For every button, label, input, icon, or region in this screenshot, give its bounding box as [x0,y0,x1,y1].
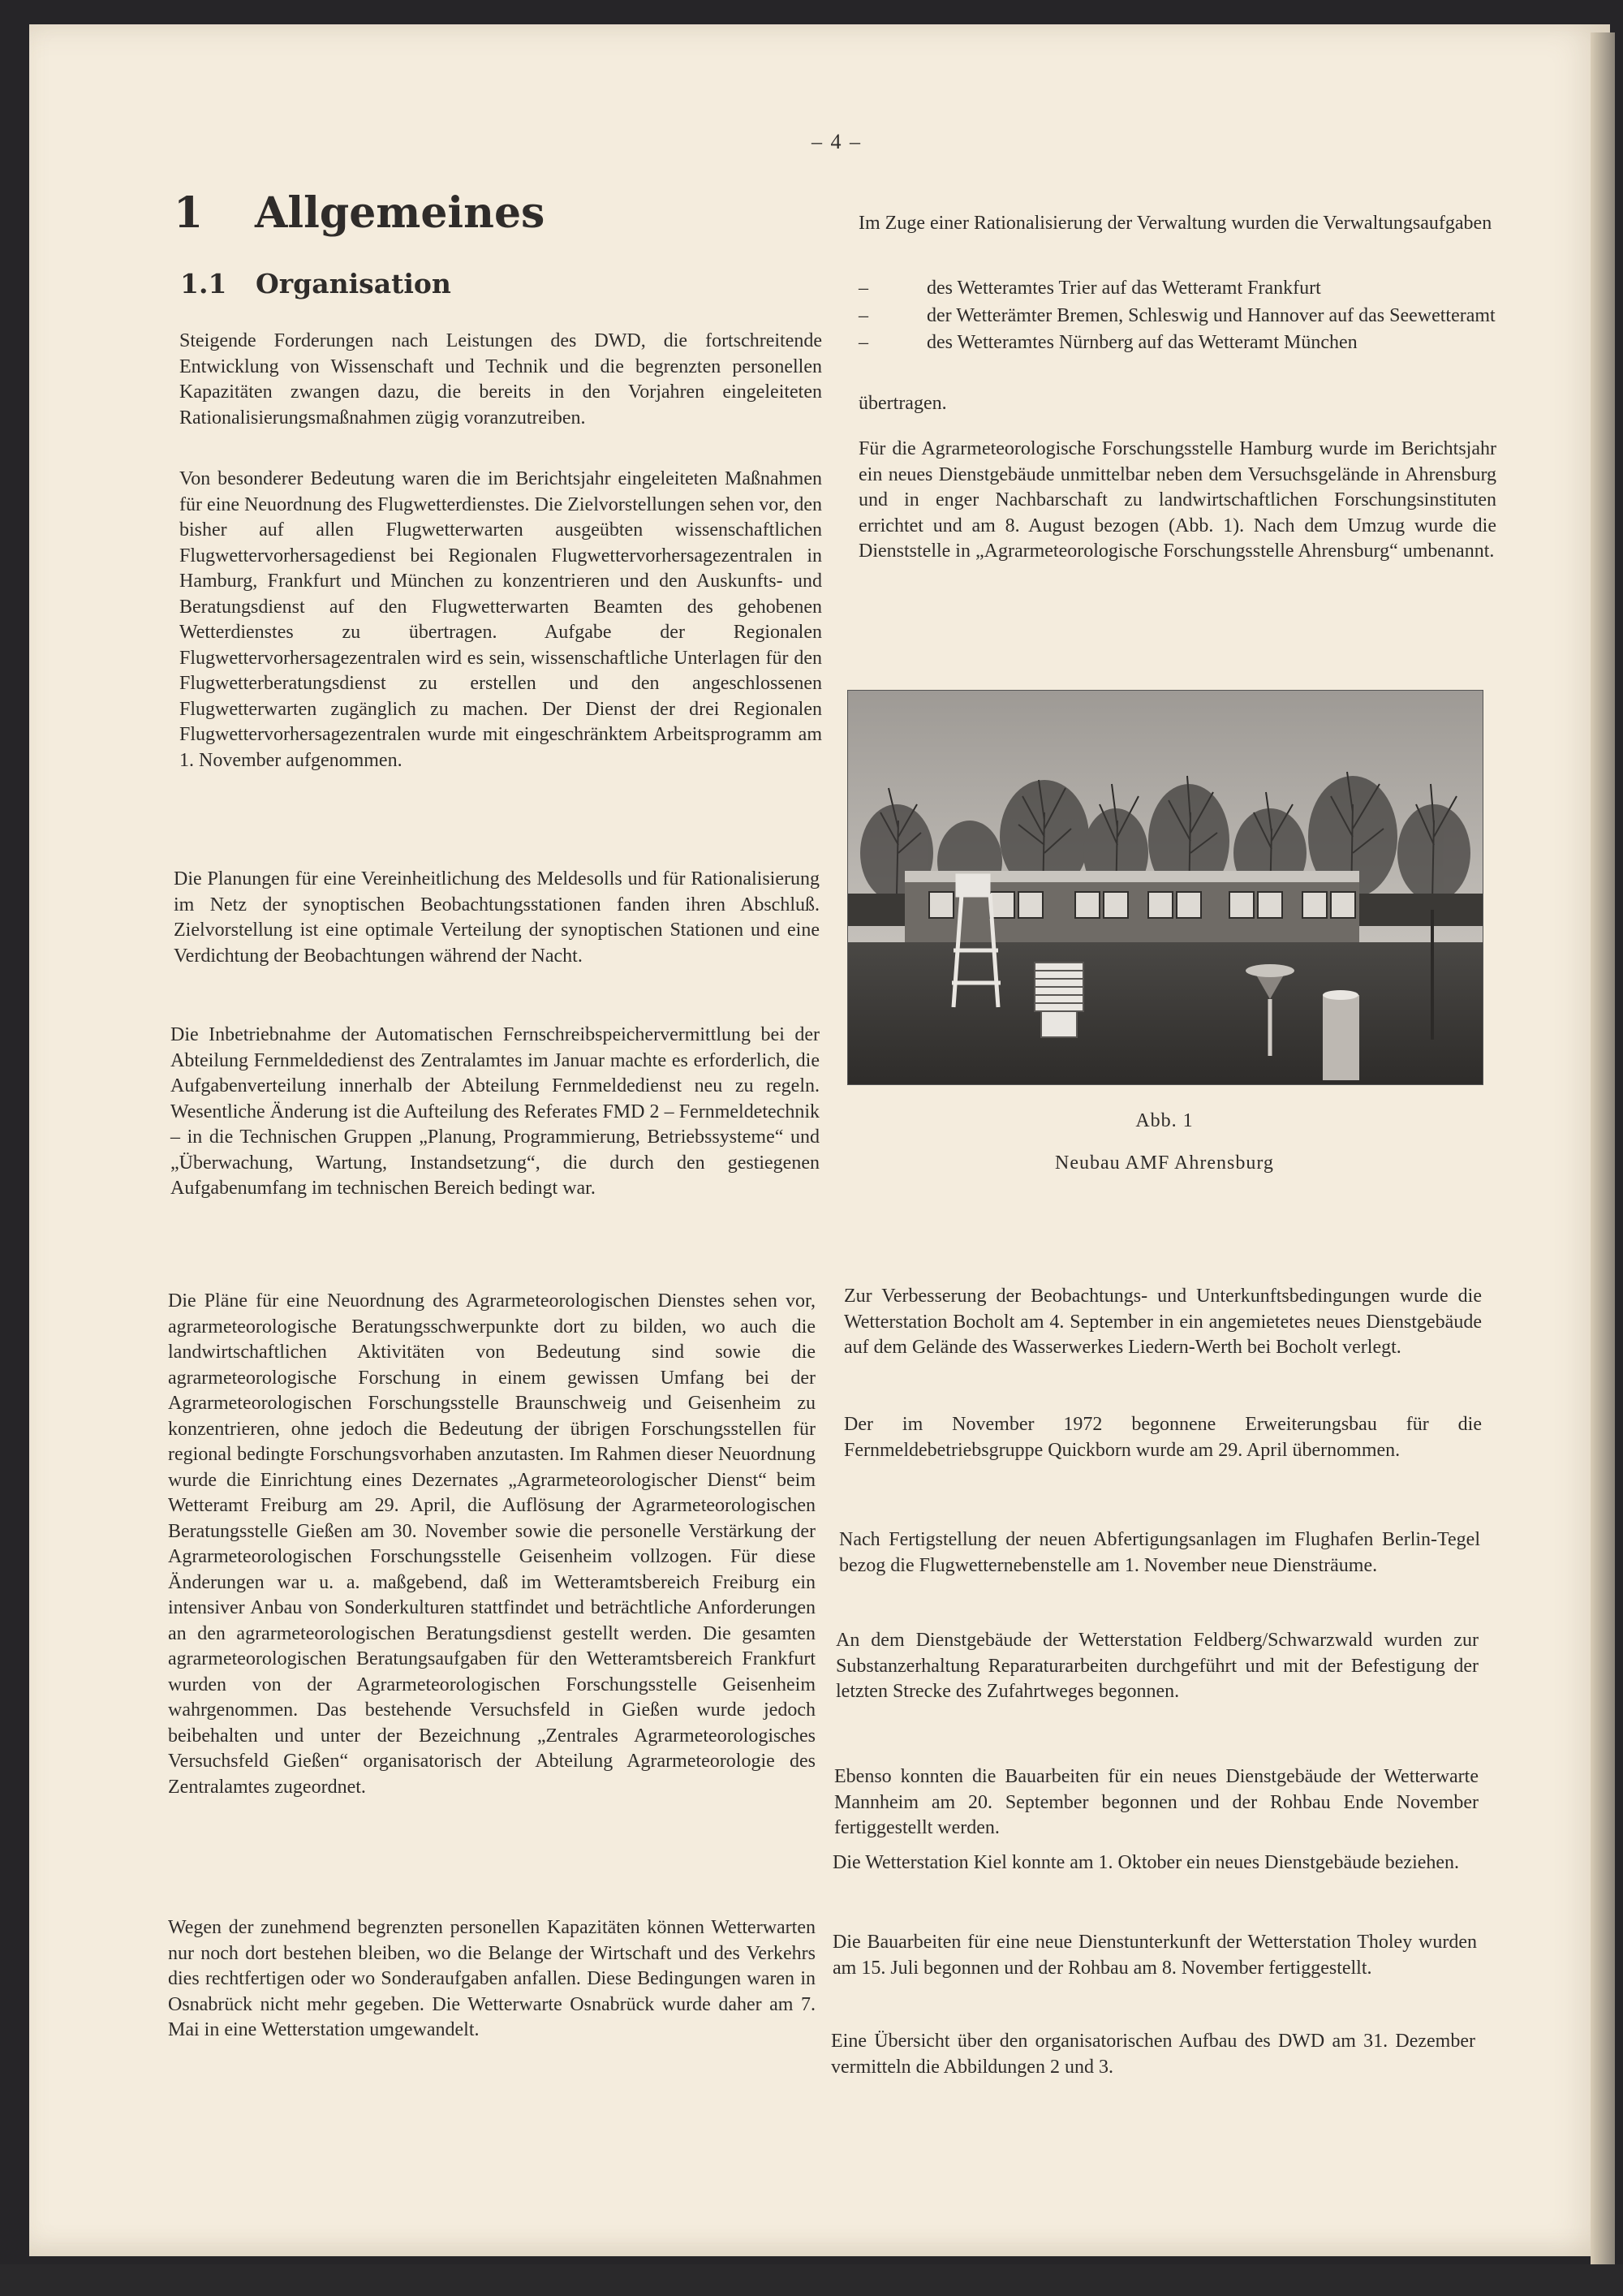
figure-caption: Neubau AMF Ahrensburg [1055,1152,1274,1174]
list-dash: – [859,304,868,326]
paragraph: Der im November 1972 begonnene Erweiterungsbau für die Fernmeldebetriebsgruppe Quickborn wurde am 29. April übernommen. [844,1414,1482,1461]
paragraph: Im Zuge einer Rationalisierung der Verwaltung wurden die Verwaltungsaufgaben [859,213,1492,234]
section-title: Allgemeines [255,188,545,238]
paragraph: Ebenso konnten die Bauarbeiten für ein neues Dienstgebäude der Wetterwarte Mannheim am 20. September begonnen und der Rohbau Ende November fertiggestellt werden. [834,1766,1479,1838]
list-dash: – [859,278,868,299]
paragraph: Steigende Forderungen nach Leistungen des DWD, die fortschreitende Entwicklung von Wissenschaft und Technik und die begrenzten personellen Kapazitäten zwangen dazu, die bereits in den Vorjahren eingeleiteten Rationalisierungsmaßnahmen zügig voranzutreiben. [179,330,822,429]
paragraph: An dem Dienstgebäude der Wetterstation Feldberg/Schwarzwald wurden zur Substanzerhaltung Reparaturarbeiten durchgeführt und mit der Befestigung der letzten Strecke des Zufahrtweges begonnen. [836,1630,1479,1702]
paragraph: Die Planungen für eine Vereinheitlichung des Meldesolls und für Rationalisierung im Netz der synoptischen Beobachtungsstationen fanden ihren Abschluß. Zielvorstellung ist eine optimale Verteilung der synoptischen Stationen und eine Verdichtung der Beobachtungen während der Nacht. [174,868,820,967]
page-edge [1591,32,1615,2264]
paragraph: Für die Agrarmeteorologische Forschungsstelle Hamburg wurde im Berichtsjahr ein neues Dienstgebäude unmittelbar neben dem Versuchsgelände in Ahrensburg und in enger Nachbarschaft zu landwirtschaftlichen Forschungsinstituten errichtet und am 8. August bezogen (Abb. 1). Nach dem Umzug wurde die Dienststelle in „Agrarmeteorologische Forschungsstelle Ahrensburg“ umbenannt. [859,438,1496,562]
weather-screen [1035,963,1083,1037]
list-item: – der Wetterämter Bremen, Schleswig und Hannover auf das Seewetteramt [859,304,1496,330]
gauge-cylinder [1323,990,1359,1080]
transfer-list [859,276,1496,358]
list-item: – des Wetteramtes Nürnberg auf das Wetteramt München [859,330,1496,356]
paragraph: Eine Übersicht über den organisatorischen Aufbau des DWD am 31. Dezember vermitteln die Abbildungen 2 und 3. [831,2031,1475,2078]
paragraph: Wegen der zunehmend begrenzten personellen Kapazitäten können Wetterwarten nur noch dort bestehen bleiben, wo die Belange der Wirtschaft und des Verkehrs dies rechtfertigen oder wo Sonderaufgaben anfallen. Diese Bedingungen waren in Osnabrück nicht mehr gegeben. Die Wetterwarte Osnabrück wurde daher am 7. Mai in eine Wetterstation umgewandelt. [168,1917,816,2040]
section-heading [174,188,545,238]
paragraph: Die Pläne für eine Neuordnung des Agrarmeteorologischen Dienstes sehen vor, agrarmeteorologische Beratungsschwerpunkte dort zu bilden, wo auch die landwirtschaftlichen Aktivitäten von Bedeutung sind sowie die agrarmeteorologische Forschung in einem gewissen Umfang bei der Agrarmeteorologischen Forschungsstelle Braunschweig und Geisenheim zu konzentrieren, ohne jedoch die Bedeutung der übrigen Forschungsstellen für regional bedingte Forschungsvorhaben anzutasten. Im Rahmen dieser Neuordnung wurde die Einrichtung eines Dezernates „Agrarmeteorologischer Dienst“ beim Wetteramt Freiburg am 29. April, die Auflösung der Agrarmeteorologischen Beratungsstelle Gießen am 30. November sowie die personelle Verstärkung der Agrarmeteorologischen Forschungsstelle Geisenheim vollzogen. Für diese Änderungen war u. a. maßgebend, daß im Wetteramtsbereich Freiburg ein intensiver Anbau von Sonderkulturen stattfindet und beträchtliche Anforderungen an den agrarmeteorologischen Beratungsdienst gestellt werden. Die gesamten agrarmeteorologischen Beratungsaufgaben für den Wetteramtsbereich Frankfurt wurden von der Agrarmeteorologischen Forschungsstelle Geisenheim wahrgenommen. Das bestehende Versuchsfeld in Gießen wurde jedoch beibehalten und unter der Bezeichnung „Zentrales Agrarmeteorologisches Versuchsfeld Gießen“ organisatorisch der Abteilung Agrarmeteorologie des Zentralamtes zugeordnet. [168,1290,816,1798]
subsection-heading [180,268,451,299]
subsection-number: 1.1 [180,268,227,299]
page-number: – 4 – [812,130,862,153]
paragraph: Von besonderer Bedeutung waren die im Berichtsjahr eingeleiteten Maßnahmen für eine Neuordnung des Flugwetterdienstes. Die Zielvorstellungen sehen vor, den bisher auf allen Flugwetterwarten ausgeübten wissenschaftlichen Flugwettervorhersagedienst bei Regionalen Flugwettervorhersagezentralen in Hamburg, Frankfurt und München zu konzentrieren und den Auskunfts- und Beratungsdienst auf den Flugwetterwarten Beamten des gehobenen Wetterdienstes zu übertragen. Aufgabe der Regionalen Flugwettervorhersagezentralen wird es sein, wissenschaftliche Unterlagen für den Flugwetterberatungsdienst zu erstellen und den angeschlossenen Flugwetterwarten zugänglich zu machen. Der Dienst der drei Regionalen Flugwettervorhersagezentralen wurde mit eingeschränktem Arbeitsprogramm am 1. November aufgenommen. [179,468,822,771]
list-item: – des Wetteramtes Trier auf das Wetteramt Frankfurt [859,276,1496,302]
paragraph: übertragen. [859,393,947,414]
paragraph: Die Wetterstation Kiel konnte am 1. Oktober ein neues Dienstgebäude beziehen. [833,1852,1460,1873]
paragraph: Nach Fertigstellung der neuen Abfertigungsanlagen im Flughafen Berlin-Tegel bezog die Flugwetternebenstelle am 1. November neue Diensträume. [839,1529,1480,1576]
subsection-title: Organisation [256,268,451,299]
list-dash: – [859,332,868,353]
section-number: 1 [174,188,204,238]
figure-label: Abb. 1 [1135,1110,1194,1131]
scan-bottom-band [0,2264,1623,2296]
paragraph: Die Bauarbeiten für eine neue Dienstunterkunft der Wetterstation Tholey wurden am 15. Juli begonnen und der Rohbau am 8. November fertiggestellt. [833,1932,1477,1979]
paragraph: Zur Verbesserung der Beobachtungs- und Unterkunftsbedingungen wurde die Wetterstation Bocholt am 4. September in ein angemietetes neues Dienstgebäude auf dem Gelände des Wasserwerkes Liedern-Werth bei Bocholt verlegt. [844,1286,1482,1358]
building-photo [847,690,1483,1085]
paragraph: Die Inbetriebnahme der Automatischen Fernschreibspeichervermittlung bei der Abteilung Fernmeldedienst des Zentralamtes im Januar machte es erforderlich, die Aufgabenverteilung innerhalb der Abteilung Fernmeldedienst neu zu regeln. Wesentliche Änderung ist die Aufteilung des Referates FMD 2 – Fernmeldetechnik – in die Technischen Gruppen „Planung, Programmierung, Betriebssysteme“ und „Überwachung, Wartung, Instandsetzung“, die durch den gestiegenen Aufgabenumfang im technischen Bereich bedingt war. [170,1024,820,1199]
